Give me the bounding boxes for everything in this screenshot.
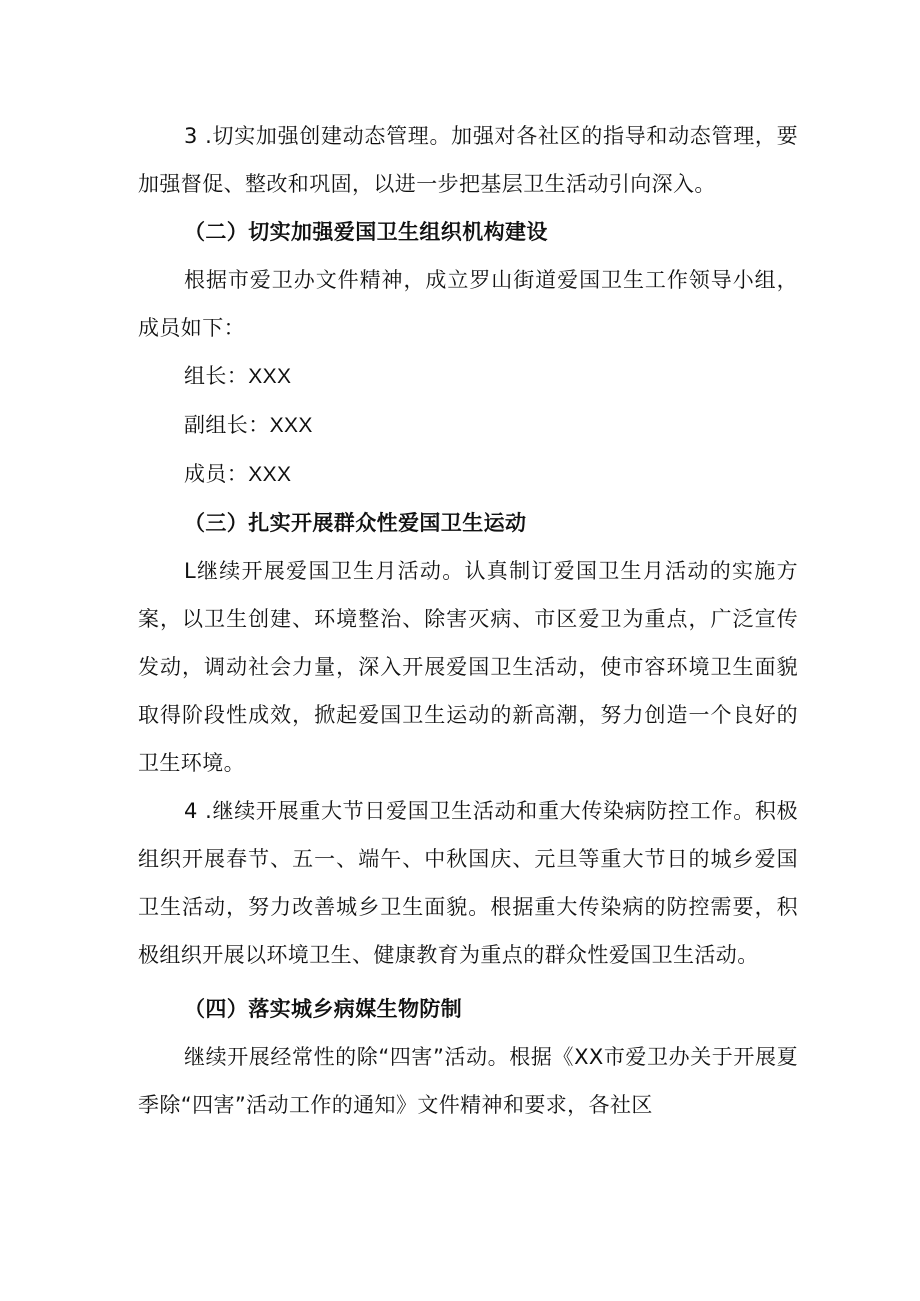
paragraph-dynamic-management: 3 .切实加强创建动态管理。加强对各社区的指导和动态管理，要加强督促、整改和巩固，以进一步把基层卫生活动引向深入。: [138, 124, 798, 196]
leader-value: XXX: [248, 365, 292, 388]
members-value: XXX: [248, 463, 292, 486]
paragraph-four-pests: 继续开展经常性的除“四害”活动。根据《XX市爱卫办关于开展夏季除“四害”活动工作的通知》文件精神和要求，各社区: [138, 1045, 798, 1117]
member-line-leader: [138, 352, 798, 401]
leader-label: 组长：: [184, 364, 249, 388]
section-heading-campaign: （三）扎实开展群众性爱国卫生运动: [184, 511, 527, 535]
deputy-value: XXX: [269, 414, 313, 437]
section-heading-organization: （二）切实加强爱国卫生组织机构建设: [184, 220, 548, 244]
member-line-members: [138, 450, 798, 499]
member-line-deputy: [138, 401, 798, 450]
section-heading-vector-control: （四）落实城乡病媒生物防制: [184, 997, 463, 1021]
paragraph-festival-activities: 4 .继续开展重大节日爱国卫生活动和重大传染病防控工作。积极组织开展春节、五一、端午、中秋国庆、元旦等重大节日的城乡爱国卫生活动，努力改善城乡卫生面貌。根据重大传染病的防控需要，积极组织开展以环境卫生、健康教育为重点的群众性爱国卫生活动。: [138, 799, 798, 967]
deputy-label: 副组长：: [184, 413, 270, 437]
members-label: 成员：: [184, 462, 249, 486]
paragraph-leading-group: 根据市爱卫办文件精神，成立罗山街道爱国卫生工作领导小组，成员如下：: [138, 268, 798, 340]
document-body: [138, 112, 798, 1129]
paragraph-health-month: L继续开展爱国卫生月活动。认真制订爱国卫生月活动的实施方案，以卫生创建、环境整治、除害灭病、市区爱卫为重点，广泛宣传发动，调动社会力量，深入开展爱国卫生活动，使市容环境卫生面貌取得阶段性成效，掀起爱国卫生运动的新高潮，努力创造一个良好的卫生环境。: [138, 559, 798, 775]
